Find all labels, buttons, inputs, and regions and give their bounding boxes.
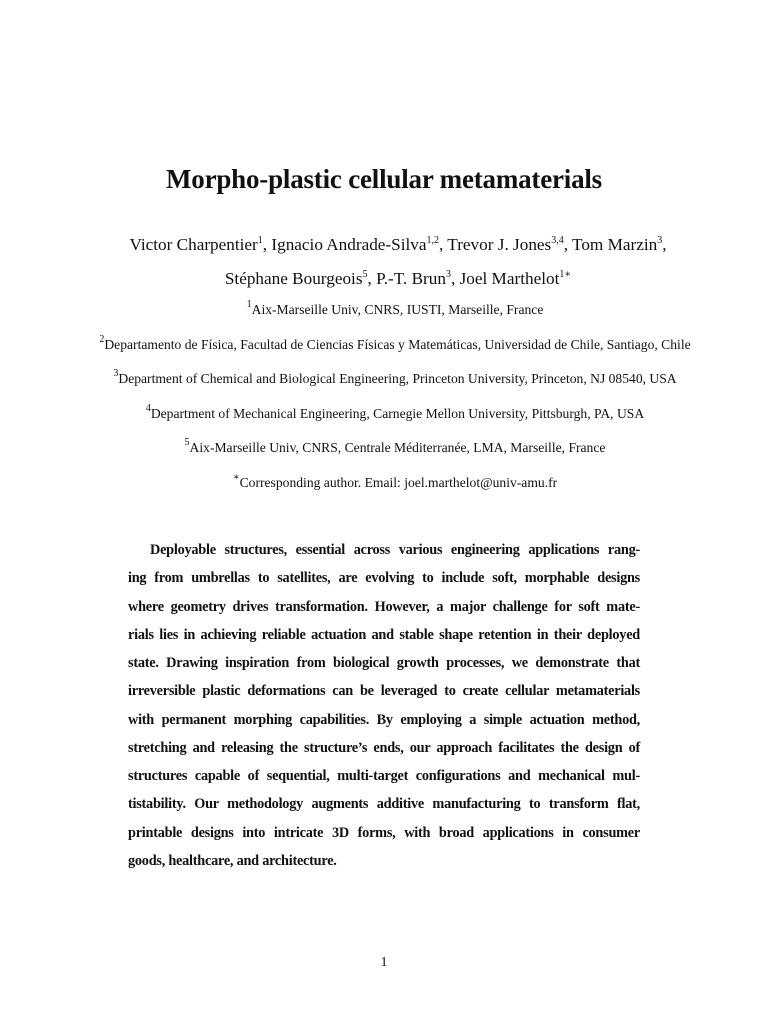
abstract-line: structures capable of sequential, multi-target configurations and mechanical mul-: [128, 768, 640, 784]
affiliation-mark: ∗: [232, 471, 240, 483]
author-name: Joel Marthelot: [459, 269, 560, 288]
abstract-line: with permanent morphing capabilities. By employing a simple actuation method,: [128, 711, 640, 728]
abstract-line: stretching and releasing the structure’s ends, our approach facilitates the design of: [128, 739, 640, 756]
affiliation-text: Aix-Marseille Univ, CNRS, Centrale Méditerranée, LMA, Marseille, France: [189, 440, 606, 455]
author-affiliation-mark: 1: [257, 235, 263, 246]
author-separator: ,: [262, 235, 272, 254]
abstract-line: goods, healthcare, and architecture.: [128, 852, 337, 869]
affiliation-text: Aix-Marseille Univ, CNRS, IUSTI, Marseille, France: [251, 302, 544, 317]
abstract-line: state. Drawing inspiration from biological growth processes, we demonstrate that: [128, 655, 640, 671]
author-affiliation-mark: 5: [362, 269, 368, 280]
affiliation: [0, 334, 768, 369]
affiliation-text: Department of Mechanical Engineering, Carnegie Mellon University, Pittsburgh, PA, USA: [150, 405, 645, 421]
affiliation: [0, 299, 768, 334]
affiliation-text: Corresponding author. Email: joel.marthelot@univ-amu.fr: [239, 474, 558, 490]
affiliation: [0, 368, 768, 403]
author-separator: ,: [439, 235, 448, 254]
author-separator: ,: [450, 269, 460, 288]
author-line-2: [0, 262, 768, 296]
author-separator: ,: [662, 235, 667, 254]
abstract-line: printable designs into intricate 3D forms, with broad applications in consumer: [128, 824, 640, 841]
abstract-line: tistability. Our methodology augments additive manufacturing to transform flat,: [128, 796, 640, 813]
author-name: Stéphane Bourgeois: [224, 269, 363, 288]
affiliation-list: [0, 299, 768, 506]
paper-title: Morpho-plastic cellular metamaterials: [165, 164, 602, 194]
abstract-line: where geometry drives transformation. However, a major challenge for soft mate-: [128, 598, 640, 615]
author-name: Trevor J. Jones: [447, 235, 552, 254]
page-number: 1: [380, 955, 388, 970]
affiliation-text: Departamento de Física, Facultad de Ciencias Físicas y Matemáticas, Universidad de Chile, Santiago, Chile: [104, 336, 691, 352]
affiliation-mark: 2: [99, 333, 105, 345]
abstract-line: irreversible plastic deformations can be leveraged to create cellular metamaterials: [128, 683, 640, 700]
affiliation-mark: 3: [113, 368, 119, 379]
affiliation-mark: 1: [246, 299, 252, 310]
author-affiliation-mark: 1,2: [426, 235, 439, 246]
author-separator: ,: [367, 269, 377, 288]
author-name: P.-T. Brun: [376, 269, 446, 288]
author-line-1: [0, 228, 768, 262]
author-list: [0, 228, 768, 296]
author-name: Ignacio Andrade-Silva: [271, 235, 427, 254]
abstract-line: ing from umbrellas to satellites, are evolving to include soft, morphable designs: [128, 570, 640, 587]
author-name: Victor Charpentier: [129, 235, 258, 254]
author-separator: ,: [563, 235, 573, 254]
affiliation-mark: 4: [145, 402, 151, 414]
author-affiliation-mark: 3: [445, 269, 451, 280]
abstract: [128, 536, 640, 875]
author-affiliation-mark: 3: [657, 235, 663, 246]
affiliation: [0, 437, 768, 472]
affiliation-text: Department of Chemical and Biological Engineering, Princeton University, Princeton, NJ 08540, USA: [118, 371, 677, 386]
author-affiliation-mark: 3,4: [551, 235, 564, 246]
affiliation: [0, 403, 768, 438]
affiliation: [0, 472, 768, 507]
author-name: Tom Marzin: [572, 235, 658, 254]
affiliation-mark: 5: [184, 437, 190, 448]
author-affiliation-mark: 1∗: [559, 269, 572, 280]
abstract-line: rials lies in achieving reliable actuation and stable shape retention in their deployed: [128, 626, 640, 643]
abstract-line: Deployable structures, essential across various engineering applications rang-: [150, 542, 640, 558]
